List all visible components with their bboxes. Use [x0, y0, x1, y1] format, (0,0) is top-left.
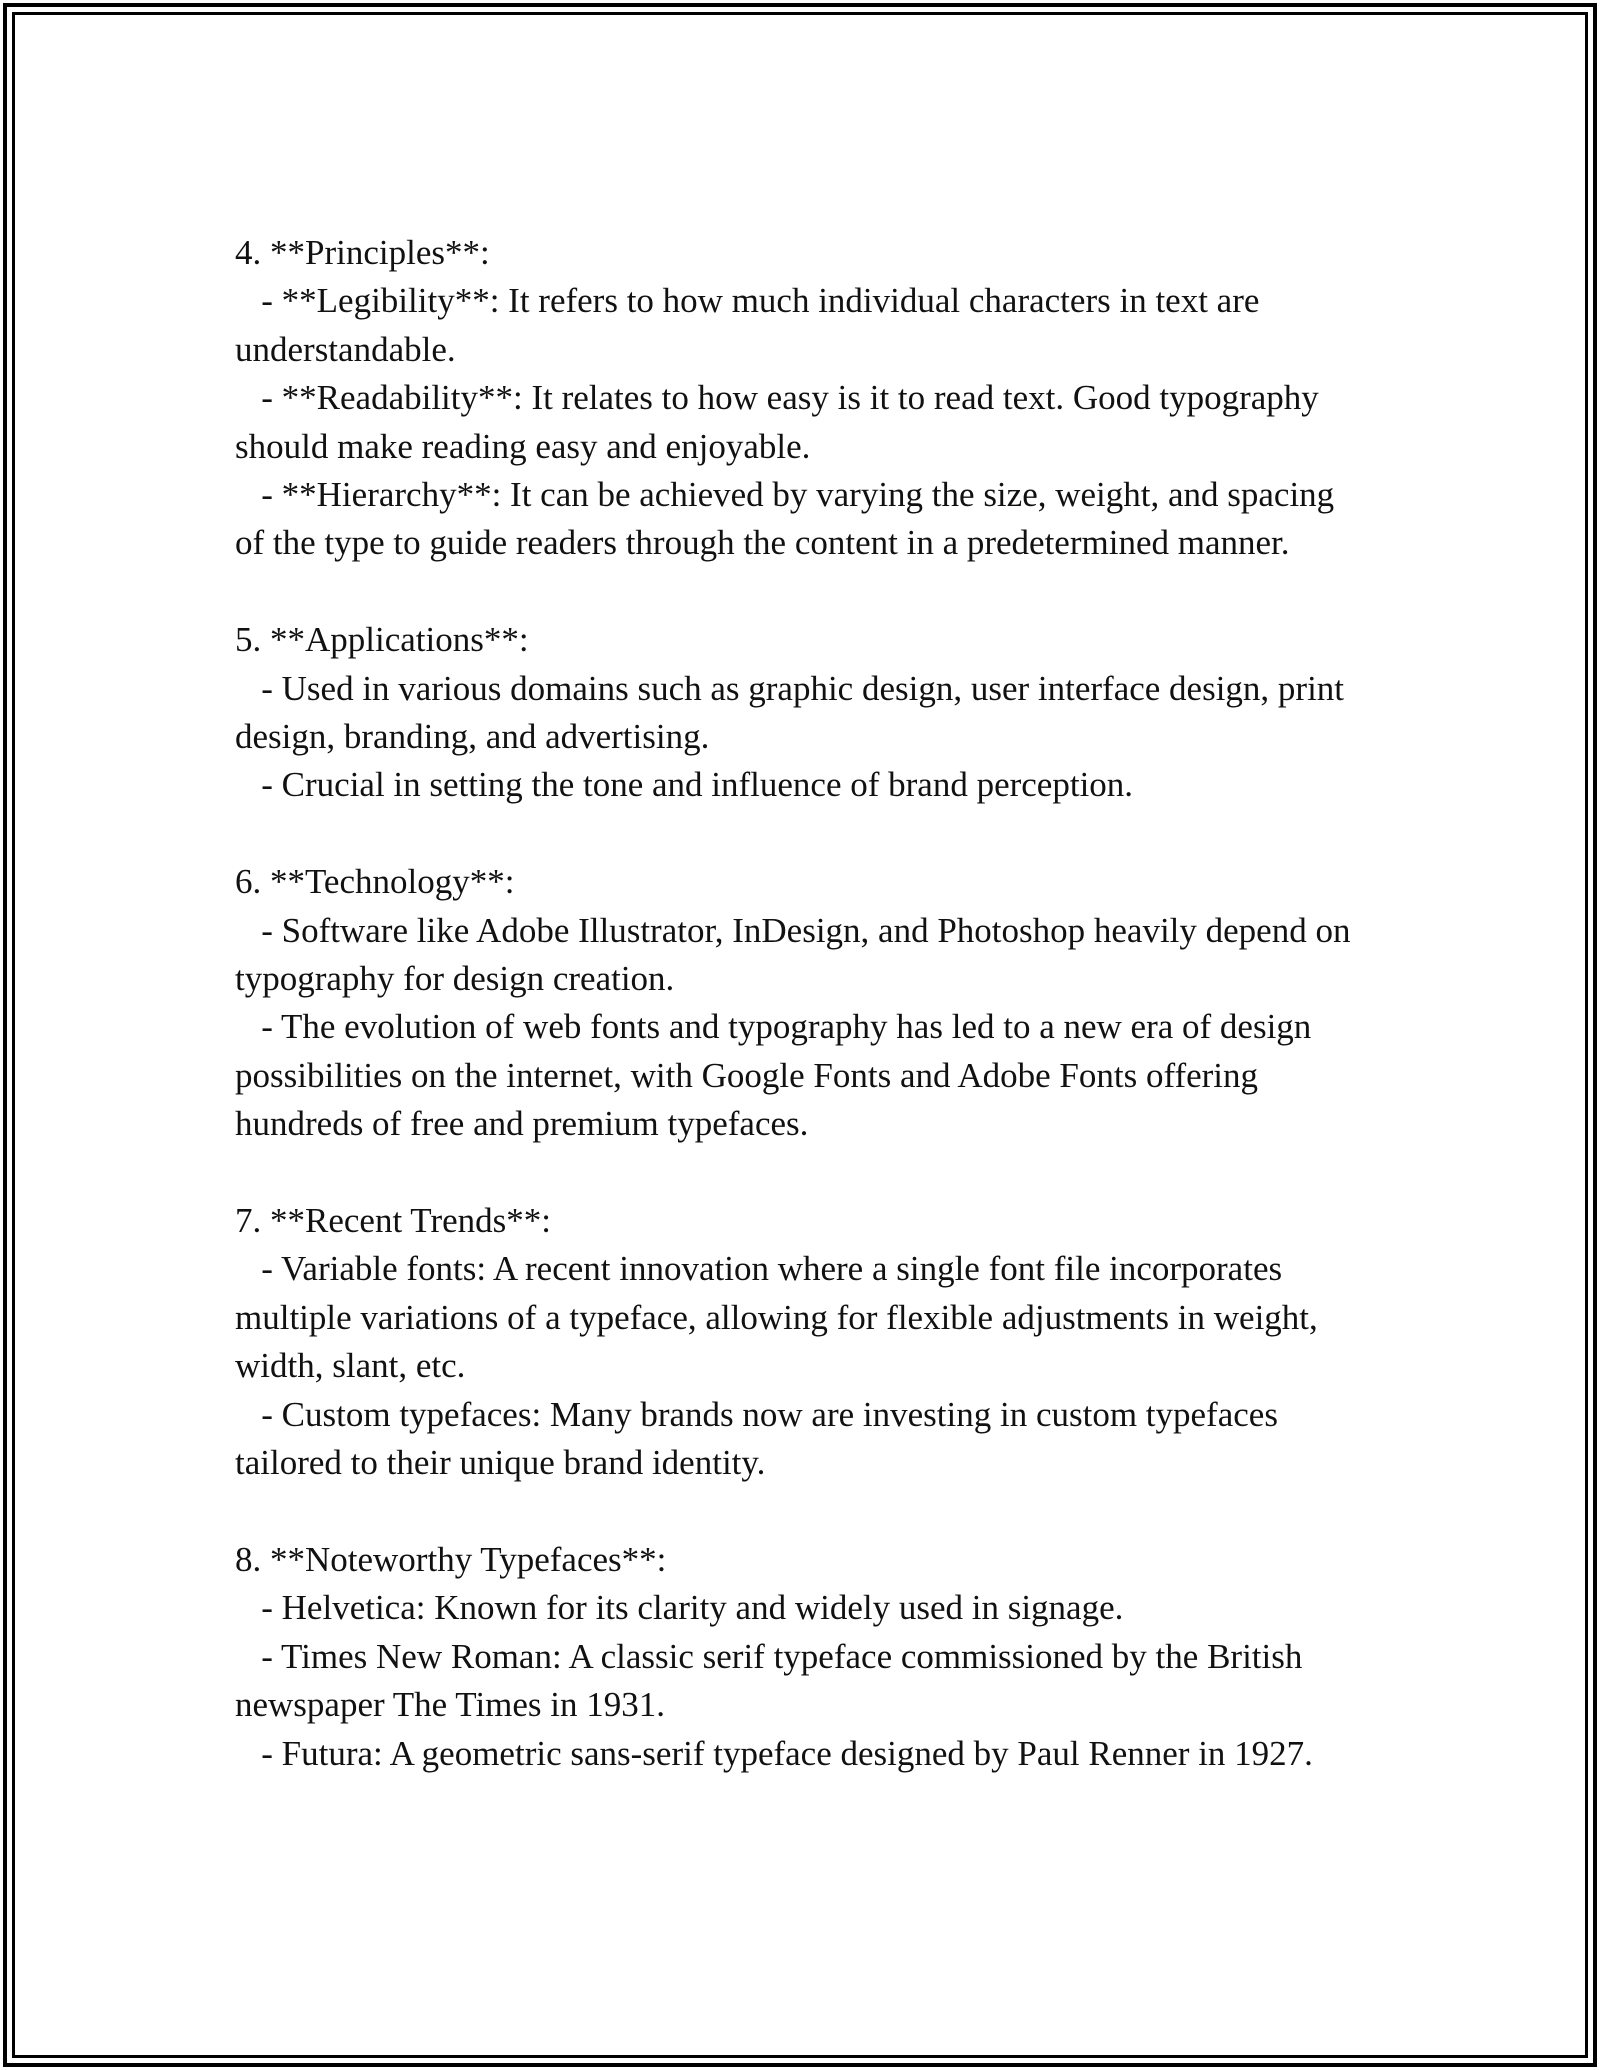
bullet-item: - Variable fonts: A recent innovation where a single font file incorporates multiple variations of a typeface, allowing for flexible adjustments in weight, width, slant, etc.: [235, 1249, 1327, 1386]
bullet-item: - **Readability**: It relates to how easy is it to read text. Good typography should make reading easy and enjoyable.: [235, 378, 1328, 466]
bullet-item: - The evolution of web fonts and typography has led to a new era of design possibilities on the internet, with Google Fonts and Adobe Fonts offering hundreds of free and premium typefaces.: [235, 1007, 1321, 1144]
section-technology: [235, 858, 1365, 1148]
section-principles: [235, 229, 1365, 568]
section-recent-trends: [235, 1197, 1365, 1487]
section-heading: 8. **Noteworthy Typefaces**:: [235, 1539, 667, 1579]
document-body: [235, 229, 1365, 1778]
bullet-item: - **Legibility**: It refers to how much individual characters in text are understandable.: [235, 281, 1269, 369]
bullet-item: - Times New Roman: A classic serif typeface commissioned by the British newspaper The Times in 1931.: [235, 1636, 1312, 1725]
bullet-item: - Used in various domains such as graphic design, user interface design, print design, branding, and advertising.: [235, 668, 1353, 757]
bullet-item: - Software like Adobe Illustrator, InDesign, and Photoshop heavily depend on typography for design creation.: [235, 910, 1360, 999]
bullet-item: - Helvetica: Known for its clarity and widely used in signage.: [235, 1588, 1124, 1628]
bullet-item: - Crucial in setting the tone and influence of brand perception.: [235, 765, 1134, 805]
section-applications: [235, 616, 1365, 810]
section-noteworthy-typefaces: [235, 1536, 1365, 1778]
bullet-item: - **Hierarchy**: It can be achieved by varying the size, weight, and spacing of the type to guide readers through the content in a predetermined manner.: [235, 475, 1343, 563]
section-heading: 7. **Recent Trends**:: [235, 1201, 551, 1241]
section-heading: 4. **Principles**:: [235, 233, 490, 272]
section-heading: 6. **Technology**:: [235, 862, 515, 902]
bullet-item: - Futura: A geometric sans-serif typeface designed by Paul Renner in 1927.: [235, 1733, 1313, 1773]
bullet-item: - Custom typefaces: Many brands now are investing in custom typefaces tailored to their unique brand identity.: [235, 1394, 1287, 1483]
section-heading: 5. **Applications**:: [235, 620, 529, 660]
